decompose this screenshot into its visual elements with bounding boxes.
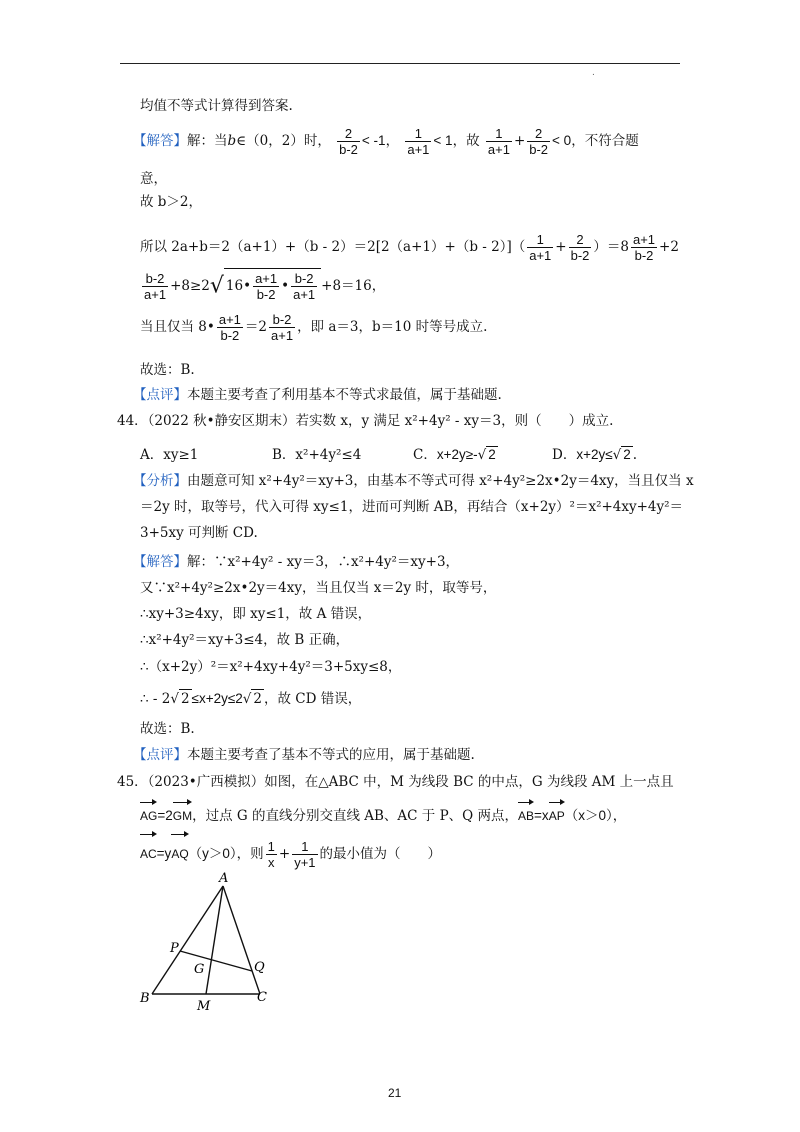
fraction: $\frac{2}{b-2}$	[339, 126, 358, 157]
fraction: $\frac{2}{b-2}$	[570, 232, 590, 263]
side-ac	[223, 886, 260, 994]
q44-fenxi-3: 3+5xy 可判断 CD.	[140, 525, 258, 541]
q43-gu: 故 b＞2，	[140, 194, 203, 210]
fraction: $\frac{1}{y+1}$	[294, 839, 316, 870]
q44-guxuan: 故选：B.	[140, 721, 195, 737]
label-m: M	[197, 999, 211, 1014]
sqrt: 16• $\frac{a+1}{b-2}$ • $\frac{b-2}{a+1}$	[224, 268, 321, 303]
q44-jieda-3: ∴xy+3≥4xy，即 xy≤1，故 A 错误，	[140, 606, 372, 622]
q44-jieda-5: ∴（x+2y）²＝x²+4xy+4y²＝3+5xy≤8，	[140, 659, 402, 675]
fraction: $\frac{1}{a+1}$	[529, 232, 552, 263]
q43-dianping: 【点评】本题主要考查了利用基本不等式求最值，属于基础题.	[133, 387, 502, 403]
q43-jieda-line: 【解答】解：当b∈（0，2）时， $\frac{2}{b-2}$ < -1， $\frac{1}{a+1}$ < 1，故 $\frac{1}{a+1}$ + $\frac{2}{b-2}$ < 0，不符合题	[133, 126, 639, 157]
q44-fenxi-1: 【分析】由题意可知 x²+4y²＝xy+3，由基本不等式可得 x²+4y²≥2x•2y＝4xy，当且仅当 x	[133, 473, 694, 489]
median-am	[206, 886, 223, 994]
q44-fenxi-2: ＝2y 时，取等号，代入可得 xy≤1，进而可判断 AB，再结合（x+2y）²＝x²+4xy+4y²＝	[140, 499, 684, 515]
fraction: $\frac{1}{a+1}$	[487, 126, 510, 157]
line-pq	[180, 951, 252, 971]
q44-jieda-2: 又∵x²+4y²≥2x•2y＝4xy，当且仅当 x＝2y 时，取等号，	[140, 580, 497, 596]
label-q: Q	[254, 960, 265, 975]
q43-result-line: $\frac{b-2}{a+1}$ +8≥2√ 16• $\frac{a+1}{b-2}$ • $\frac{b-2}{a+1}$ +8＝16，	[140, 268, 385, 304]
label-p: P	[170, 941, 179, 956]
fraction: $\frac{b-2}{a+1}$	[271, 312, 294, 343]
page-number: 21	[388, 1086, 402, 1100]
label-c: C	[257, 990, 267, 1005]
q45-stem-3: AC=yAQ（y＞0），则 $\frac{1}{x}$ + $\frac{1}{y+1}$ 的最小值为（ ）	[140, 832, 441, 871]
fraction: $\frac{b-2}{a+1}$	[293, 271, 316, 302]
q45-stem-2: AG=2GM，过点 G 的直线分别交直线 AB、AC 于 P、Q 两点，AB=xAP（x＞0），	[140, 800, 626, 827]
q44-dianping: 【点评】本题主要考查了基本不等式的应用，属于基础题.	[133, 747, 475, 763]
q43-dengqie-line: 当且仅当 8• $\frac{a+1}{b-2}$ ＝2 $\frac{b-2}{a+1}$ ，即 a＝3，b＝10 时等号成立.	[140, 312, 488, 343]
jieda-tag: 【解答】	[133, 133, 187, 149]
fraction: $\frac{2}{b-2}$	[529, 126, 549, 157]
q44-jieda-6: ∴ - 2√ 2 ≤x+2y≤2√ 2 ，故 CD 错误，	[140, 691, 362, 707]
q44-option-a: A．xy≥1	[140, 447, 199, 463]
q43-yi: 意，	[140, 171, 167, 187]
fraction: $\frac{1}{a+1}$	[407, 126, 430, 157]
label-a: A	[219, 871, 229, 886]
q44-stem: 44．（2022 秋•静安区期末）若实数 x，y 满足 x²+4y² - xy＝3，则（ ）成立.	[117, 413, 614, 429]
q43-line1: 均值不等式计算得到答案.	[140, 98, 293, 114]
triangle-diagram	[130, 868, 290, 1018]
q44-option-d: D．x+2y≤√ 2 .	[552, 447, 638, 463]
q44-jieda-1: 【解答】解：∵x²+4y² - xy＝3，∴x²+4y²＝xy+3，	[133, 554, 460, 570]
fraction: $\frac{b-2}{a+1}$	[144, 271, 167, 302]
q44-option-b: B．x²+4y²≤4	[272, 447, 362, 463]
fraction: $\frac{a+1}{b-2}$	[632, 232, 656, 263]
q43-guxuan: 故选：B.	[140, 362, 195, 378]
label-b: B	[140, 991, 150, 1006]
fraction: $\frac{1}{x}$	[267, 839, 275, 870]
q43-suoyi-line: 所以 2a+b＝2（a+1）+（b - 2）＝2[2（a+1）+（b - 2）]（ $\frac{1}{a+1}$ + $\frac{2}{b-2}$ ）＝8 $\frac{a+1}{b-2}$ +2	[140, 232, 679, 263]
fraction: $\frac{a+1}{b-2}$	[255, 271, 278, 302]
q44-jieda-4: ∴x²+4y²＝xy+3≤4，故 B 正确，	[140, 632, 350, 648]
header-rule	[120, 63, 680, 64]
label-g: G	[194, 962, 205, 977]
side-ab	[152, 886, 223, 994]
q45-stem-1: 45．（2023•广西模拟）如图，在△ABC 中，M 为线段 BC 的中点，G 为线段 AM 上一点且	[117, 774, 674, 790]
q44-option-c: C．x+2y≥-√ 2	[413, 447, 496, 463]
header-dot: .	[592, 68, 595, 78]
fraction: $\frac{a+1}{b-2}$	[218, 312, 241, 343]
